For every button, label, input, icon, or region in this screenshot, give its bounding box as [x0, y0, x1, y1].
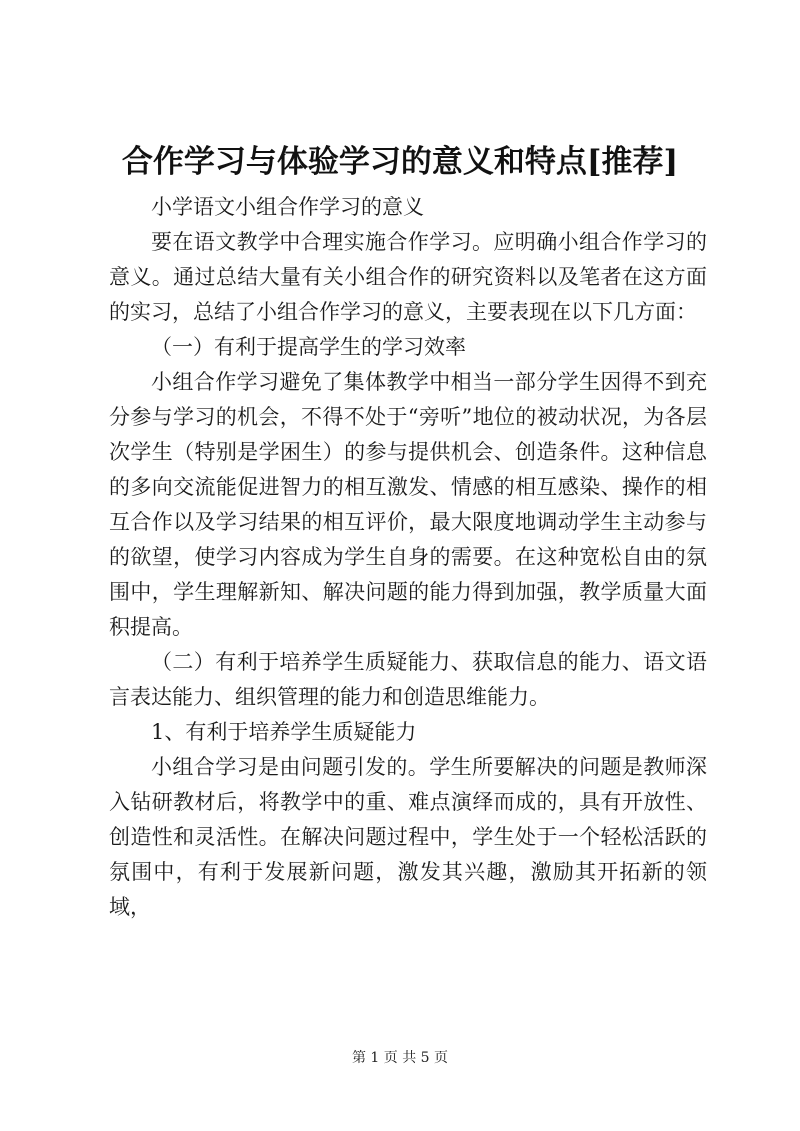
section-heading-1: （一）有利于提高学生的学习效率 [151, 335, 466, 359]
document-title: 合作学习与体验学习的意义和特点[推荐] [121, 144, 679, 180]
section-heading-2: （二）有利于培养学生质疑能力、获取信息的能力、语文语言表达能力、组织管理的能力和创造思维能力。 [109, 650, 707, 709]
paragraph-intro: 要在语文教学中合理实施合作学习。应明确小组合作学习的意义。通过总结大量有关小组合作的研究资料以及笔者在这方面的实习，总结了小组合作学习的意义，主要表现在以下几方面： [109, 230, 707, 324]
paragraph-efficiency: 小组合作学习避免了集体教学中相当一部分学生因得不到充分参与学习的机会，不得不处于“旁听”地位的被动状况，为各层次学生（特别是学困生）的参与提供机会、创造条件。这种信息的多向交流能促进智力的相互激发、情感的相互感染、操作的相互合作以及学习结果的相互评价，最大限度地调动学生主动参与的欲望，使学习内容成为学生自身的需要。在这种宽松自由的氛围中，学生理解新知、解决问题的能力得到加强，教学质量大面积提高。 [109, 370, 707, 639]
paragraph-questioning: 小组合学习是由问题引发的。学生所要解决的问题是教师深入钻研教材后，将教学中的重、难点演绎而成的，具有开放性、创造性和灵活性。在解决问题过程中，学生处于一个轻松活跃的氛围中，有利于发展新问题，激发其兴趣，激励其开拓新的领域， [109, 755, 707, 919]
page-footer: 第 1 页 共 5 页 [351, 1050, 449, 1066]
subsection-heading-1: 1、有利于培养学生质疑能力 [151, 720, 417, 744]
document-body [109, 190, 707, 925]
section-subtitle: 小学语文小组合作学习的意义 [151, 195, 424, 219]
